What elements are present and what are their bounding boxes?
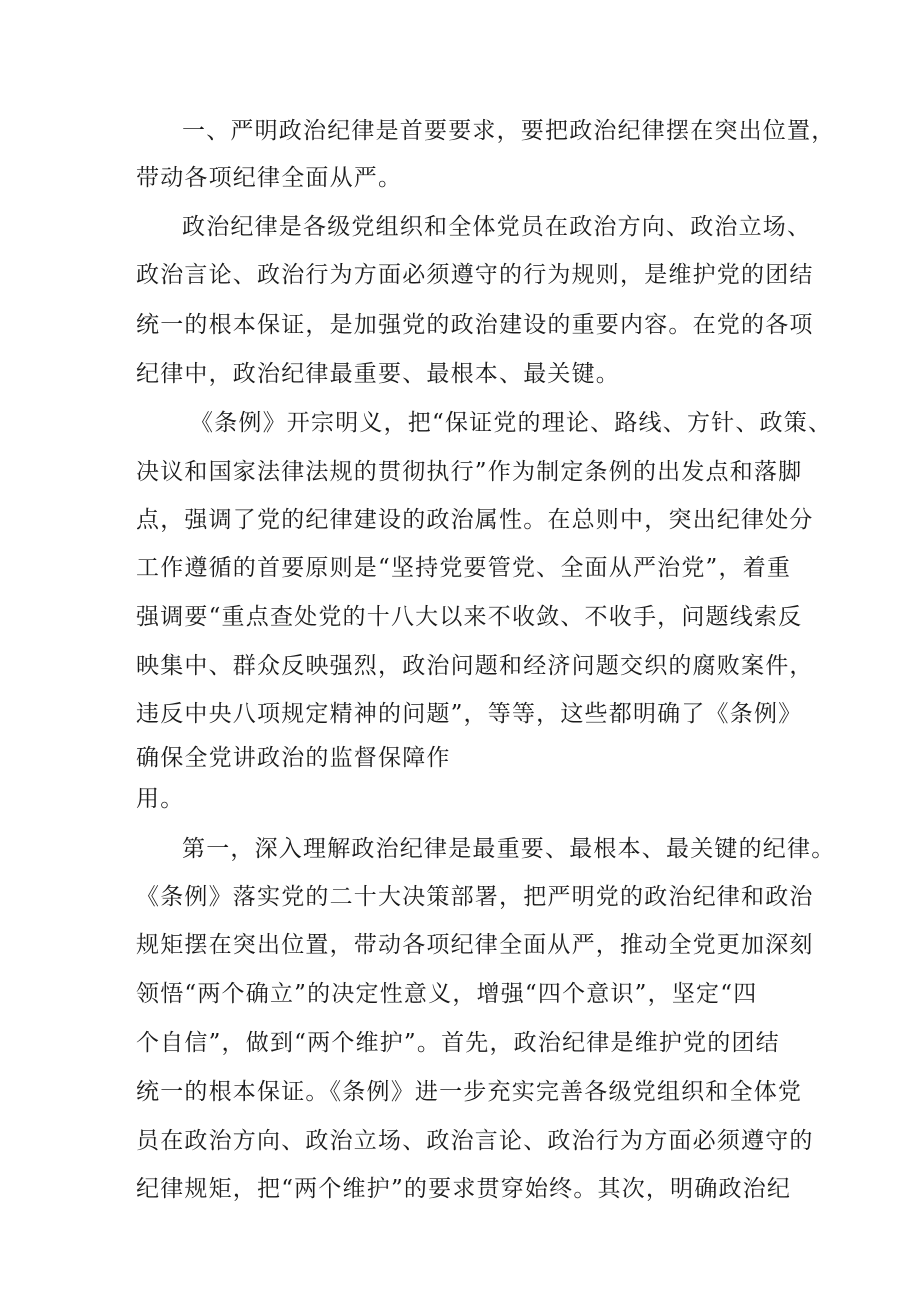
paragraph-line: 纪律中，政治纪律最重要、最根本、最关键。 bbox=[136, 361, 620, 387]
paragraph-line: 纪律规矩，把“两个维护”的要求贯穿始终。其次，明确政治纪 bbox=[136, 1176, 792, 1202]
paragraph-line: 政治言论、政治行为方面必须遵守的行为规则，是维护党的团结 bbox=[136, 262, 814, 288]
paragraph-line: 规矩摆在突出位置，带动各项纪律全面从严，推动全党更加深刻 bbox=[136, 932, 814, 958]
paragraph-line: 《条例》落实党的二十大决策部署，把严明党的政治纪律和政治 bbox=[136, 884, 814, 910]
paragraph-line: 领悟“两个确立”的决定性意义，增强“四个意识”，坚定“四 bbox=[136, 981, 758, 1007]
paragraph-line: 点，强调了党的纪律建设的政治属性。在总则中，突出纪律处分 bbox=[136, 507, 814, 533]
paragraph-line: 确保全党讲政治的监督保障作 bbox=[136, 745, 451, 771]
paragraph-line: 政治纪律是各级党组织和全体党员在政治方向、政治立场、 bbox=[182, 214, 812, 240]
paragraph-line: 第一，深入理解政治纪律是最重要、最根本、最关键的纪律。 bbox=[182, 836, 836, 862]
paragraph-line: 映集中、群众反映强烈，政治问题和经济问题交织的腐败案件， bbox=[136, 653, 814, 679]
paragraph-line: 《条例》开宗明义，把“保证党的理论、路线、方针、政策、 bbox=[190, 410, 833, 436]
paragraph-line: 工作遵循的首要原则是“坚持党要管党、全面从严治党”，着重 bbox=[136, 555, 792, 581]
paragraph-line: 统一的根本保证，是加强党的政治建设的重要内容。在党的各项 bbox=[136, 312, 814, 338]
heading-line-2: 带动各项纪律全面从严。 bbox=[136, 165, 403, 191]
heading-line-1: 一、严明政治纪律是首要要求，要把政治纪律摆在突出位置， bbox=[182, 118, 836, 144]
paragraph-line: 员在政治方向、政治立场、政治言论、政治行为方面必须遵守的 bbox=[136, 1128, 814, 1154]
paragraph-line: 决议和国家法律法规的贯彻执行”作为制定条例的出发点和落脚 bbox=[136, 459, 803, 485]
paragraph-line: 强调要“重点查处党的十八大以来不收敛、不收手，问题线索反 bbox=[136, 604, 803, 630]
paragraph-line: 个自信”，做到“两个维护”。首先，政治纪律是维护党的团结 bbox=[136, 1030, 780, 1056]
paragraph-line: 用。 bbox=[136, 786, 185, 812]
paragraph-line: 违反中央八项规定精神的问题”，等等，这些都明确了《条例》 bbox=[136, 701, 803, 727]
paragraph-line: 统一的根本保证。《条例》进一步充实完善各级党组织和全体党 bbox=[136, 1079, 803, 1105]
